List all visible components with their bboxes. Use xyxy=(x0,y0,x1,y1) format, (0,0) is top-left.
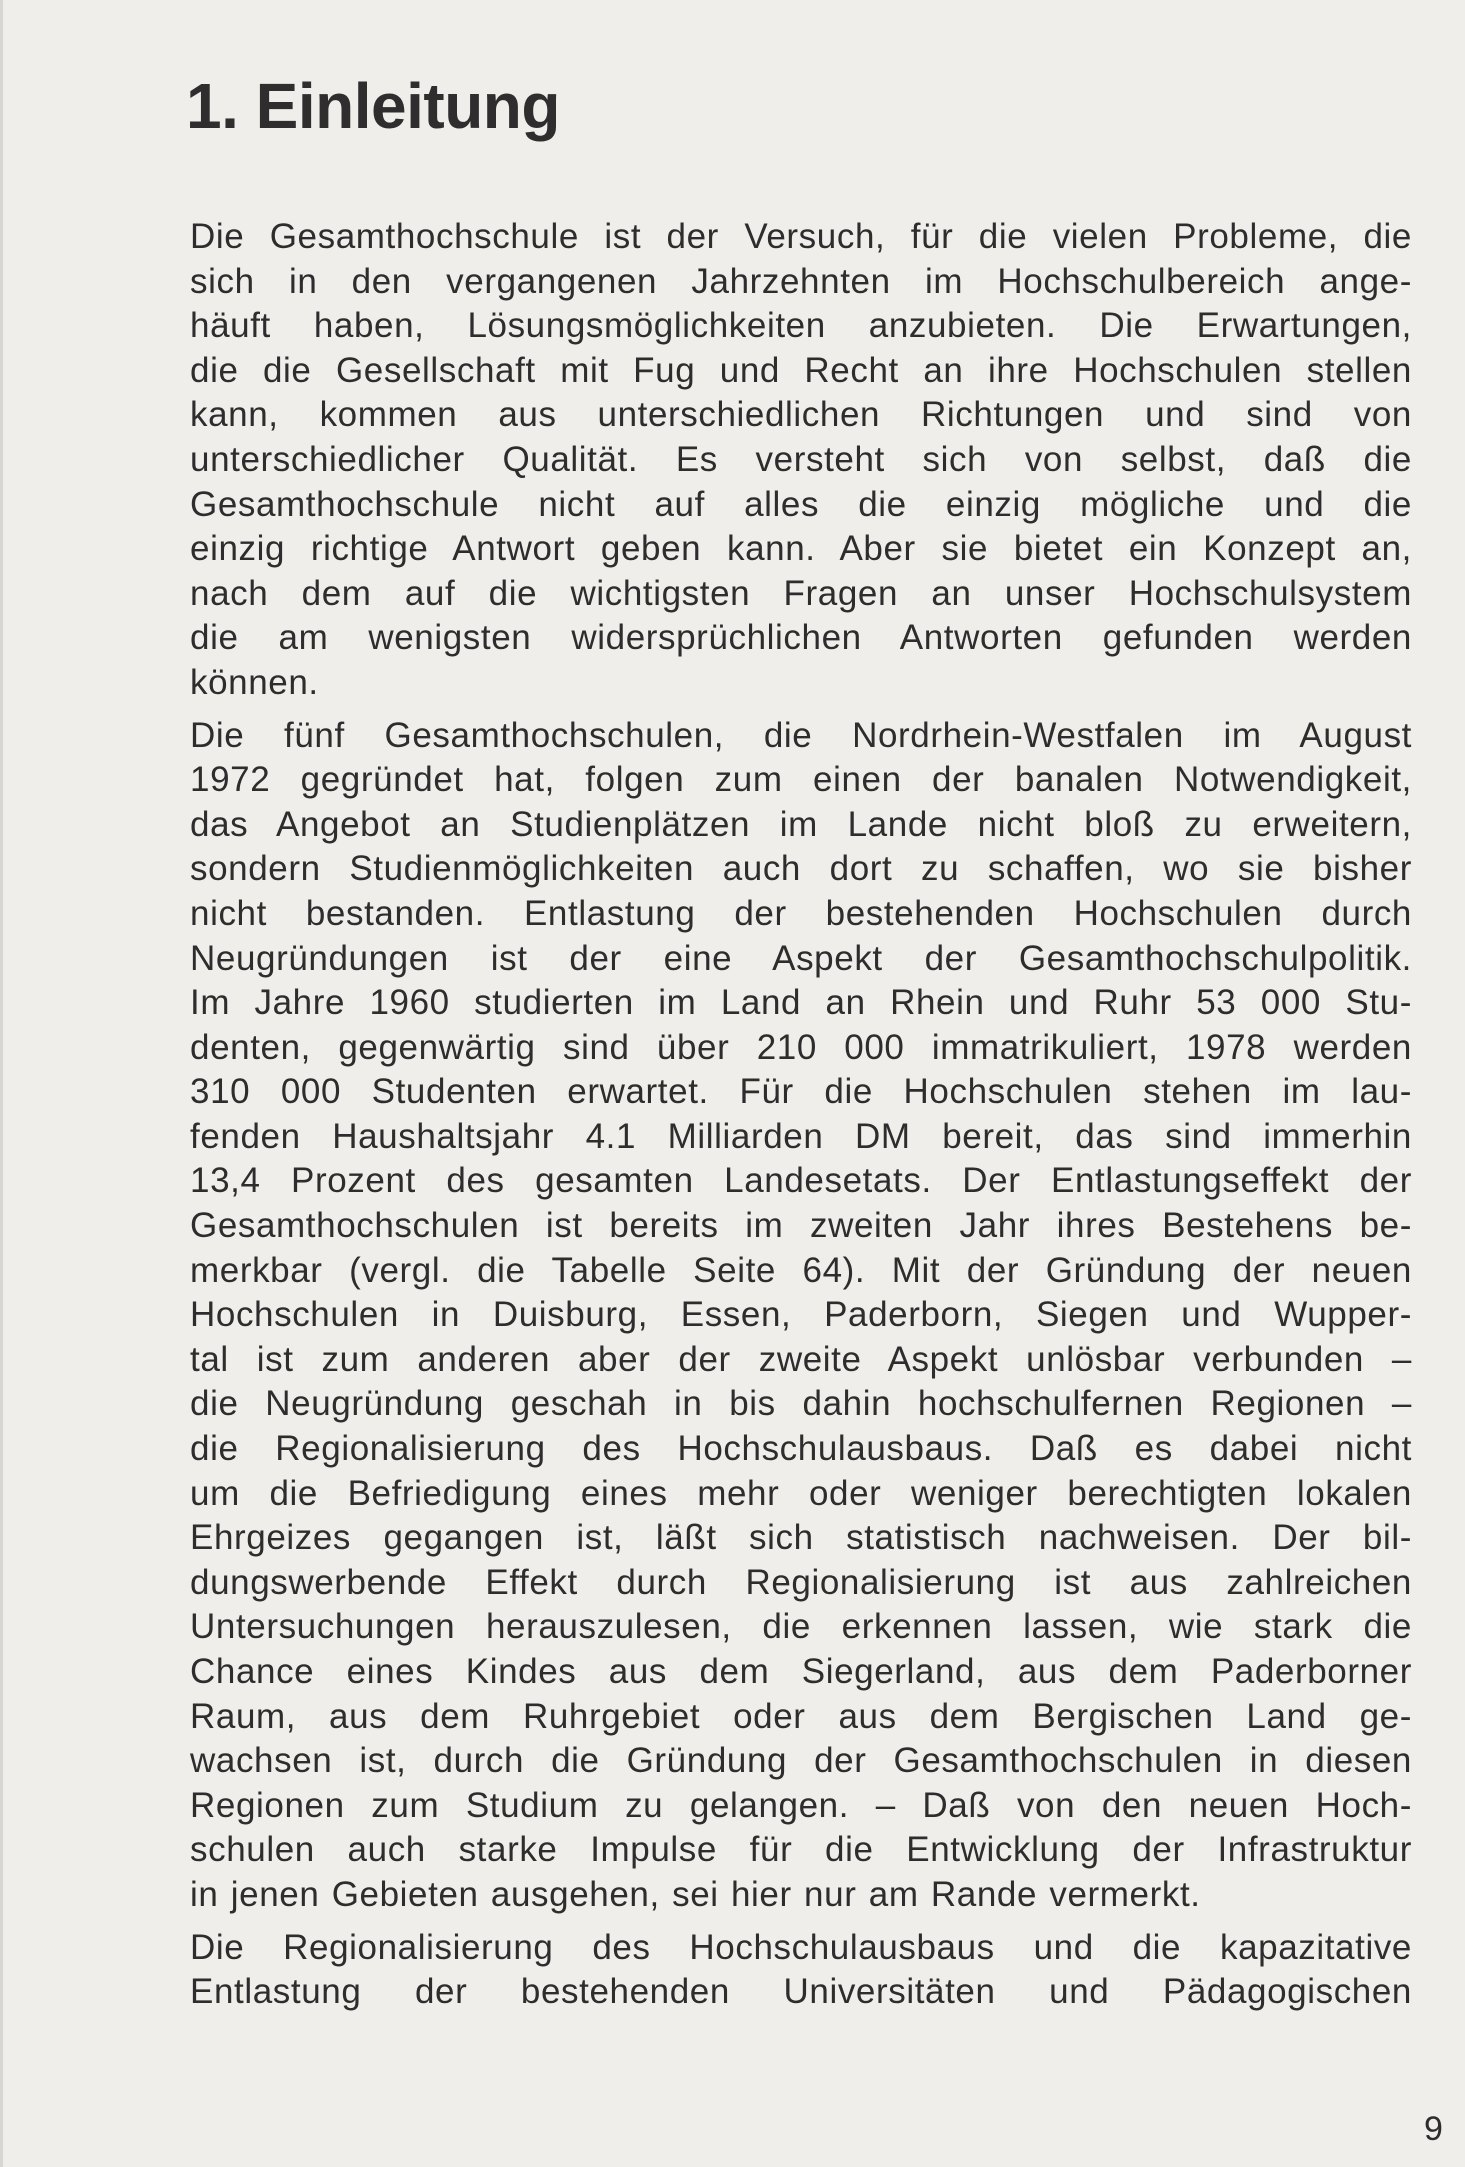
text-line: die Neugründung geschah in bis dahin hochschulfernen Regionen – xyxy=(190,1384,1412,1424)
text-line: fenden Haushaltsjahr 4.1 Milliarden DM bereit, das sind immerhin xyxy=(190,1116,1412,1156)
text-line: die die Gesellschaft mit Fug und Recht an ihre Hochschulen stellen xyxy=(190,350,1412,390)
text-line: 1972 gegründet hat, folgen zum einen der banalen Notwendigkeit, xyxy=(190,760,1412,800)
page-number: 9 xyxy=(1424,2110,1443,2148)
text-line: denten, gegenwärtig sind über 210 000 immatrikuliert, 1978 werden xyxy=(190,1027,1412,1067)
paragraph xyxy=(190,215,1412,706)
text-line: Entlastung der bestehenden Universitäten und Pädagogischen xyxy=(190,1972,1412,2012)
text-line: schulen auch starke Impulse für die Entwicklung der Infrastruktur xyxy=(190,1830,1412,1870)
text-line: die am wenigsten widersprüchlichen Antworten gefunden werden xyxy=(190,618,1412,658)
text-line: 13,4 Prozent des gesamten Landesetats. Der Entlastungseffekt der xyxy=(190,1161,1412,1201)
text-line: Im Jahre 1960 studierten im Land an Rhein und Ruhr 53 000 Stu- xyxy=(190,983,1412,1023)
text-line: Gesamthochschule nicht auf alles die einzig mögliche und die xyxy=(190,484,1412,524)
text-line: Untersuchungen herauszulesen, die erkennen lassen, wie stark die xyxy=(190,1607,1412,1647)
text-line: nicht bestanden. Entlastung der bestehenden Hochschulen durch xyxy=(190,893,1412,933)
text-line: können. xyxy=(190,662,319,702)
text-line: in jenen Gebieten ausgehen, sei hier nur am Rande vermerkt. xyxy=(190,1874,1201,1914)
text-line: das Angebot an Studienplätzen im Lande nicht bloß zu erweitern, xyxy=(190,804,1412,844)
text-line: Ehrgeizes gegangen ist, läßt sich statistisch nachweisen. Der bil- xyxy=(190,1518,1412,1558)
text-line: wachsen ist, durch die Gründung der Gesamthochschulen in diesen xyxy=(190,1741,1412,1781)
text-line: Gesamthochschulen ist bereits im zweiten Jahr ihres Bestehens be- xyxy=(190,1206,1412,1246)
text-line: sich in den vergangenen Jahrzehnten im Hochschulbereich ange- xyxy=(190,261,1412,301)
text-line: die Regionalisierung des Hochschulausbaus. Daß es dabei nicht xyxy=(190,1429,1412,1469)
text-line: Hochschulen in Duisburg, Essen, Paderborn, Siegen und Wupper- xyxy=(190,1295,1412,1335)
text-line: Die fünf Gesamthochschulen, die Nordrhein-Westfalen im August xyxy=(190,715,1412,755)
text-line: merkbar (vergl. die Tabelle Seite 64). Mit der Gründung der neuen xyxy=(190,1250,1412,1290)
text-line: einzig richtige Antwort geben kann. Aber sie bietet ein Konzept an, xyxy=(190,529,1412,569)
text-line: Chance eines Kindes aus dem Siegerland, aus dem Paderborner xyxy=(190,1652,1412,1691)
paragraph xyxy=(190,1926,1412,2015)
text-line: Die Regionalisierung des Hochschulausbaus und die kapazitative xyxy=(190,1927,1412,1967)
text-line: Die Gesamthochschule ist der Versuch, für die vielen Probleme, die xyxy=(190,217,1412,256)
text-line: unterschiedlicher Qualität. Es versteht sich von selbst, daß die xyxy=(190,439,1412,479)
text-line: um die Befriedigung eines mehr oder weniger berechtigten lokalen xyxy=(190,1473,1412,1513)
text-line: Raum, aus dem Ruhrgebiet oder aus dem Bergischen Land ge- xyxy=(190,1696,1412,1736)
text-line: Neugründungen ist der eine Aspekt der Gesamthochschulpolitik. xyxy=(190,938,1412,978)
text-line: Regionen zum Studium zu gelangen. – Daß von den neuen Hoch- xyxy=(190,1785,1412,1825)
page-edge xyxy=(0,0,3,2167)
body-text xyxy=(190,215,1412,2023)
section-heading: 1. Einleitung xyxy=(186,70,560,142)
text-line: häuft haben, Lösungsmöglichkeiten anzubieten. Die Erwartungen, xyxy=(190,306,1412,346)
text-line: tal ist zum anderen aber der zweite Aspekt unlösbar verbunden – xyxy=(190,1339,1412,1379)
text-line: kann, kommen aus unterschiedlichen Richtungen und sind von xyxy=(190,395,1412,435)
text-line: nach dem auf die wichtigsten Fragen an unser Hochschulsystem xyxy=(190,573,1412,613)
text-line: 310 000 Studenten erwartet. Für die Hochschulen stehen im lau- xyxy=(190,1072,1412,1112)
text-line: sondern Studienmöglichkeiten auch dort zu schaffen, wo sie bisher xyxy=(190,849,1412,889)
text-line: dungswerbende Effekt durch Regionalisierung ist aus zahlreichen xyxy=(190,1562,1412,1602)
paragraph xyxy=(190,714,1412,1918)
